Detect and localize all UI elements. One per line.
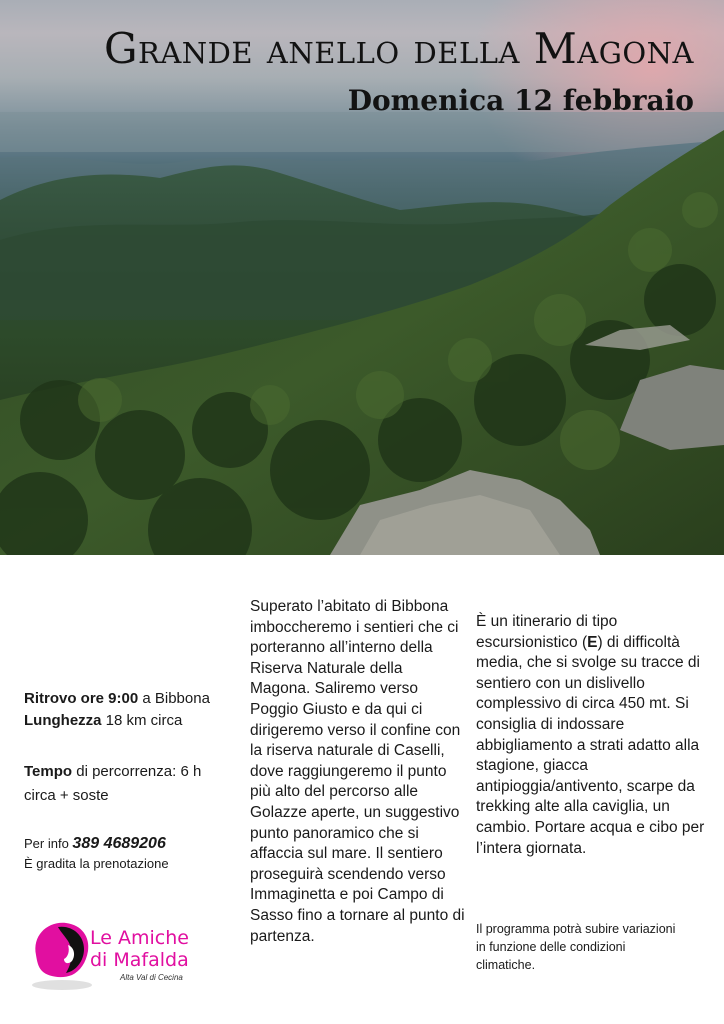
weather-disclaimer: Il programma potrà subire variazioni in funzione delle condizioni climatiche. — [476, 922, 676, 972]
difficulty-description — [476, 612, 706, 859]
contact-info — [24, 834, 169, 874]
logo-tagline: Alta Val di Cecina — [120, 973, 183, 982]
contact-phone[interactable]: 389 4689206 — [72, 835, 166, 852]
mafalda-head-icon — [28, 915, 98, 995]
difficulty-text-a: È un itinerario di tipo escursionistico ( — [476, 613, 618, 651]
contact-label: Per info — [24, 836, 73, 851]
time-label: Tempo — [24, 763, 73, 780]
difficulty-text-b: ) di difficoltà media, che si svolge su tracce di sentiero con un dislivello complessivo di circa 450 mt. Si consiglia di indossare abbigliamento a strati adatto alla stagione, giacca antipioggia/antivento, scarpe da trekking alte alla caviglia, un cambio. Portare acqua e cibo per l’intera giornata. — [476, 633, 705, 857]
event-date: Domenica 12 febbraio — [347, 84, 694, 117]
meeting-info — [24, 688, 210, 732]
meeting-place: a Bibbona — [138, 690, 210, 707]
time-info — [24, 760, 229, 808]
time-value: di percorrenza: 6 h circa + soste — [24, 763, 202, 804]
logo-line2: di Mafalda — [90, 949, 189, 971]
route-description: Superato l’abitato di Bibbona imboccheremo i sentieri che ci porteranno all’interno della Riserva Naturale della Magona. Saliremo verso Poggio Giusto e da qui ci dirigeremo verso il confine con la riserva naturale di Caselli, dove raggiungeremo il punto più alto del percorso alle Golazze aperte, un suggestivo punto panoramico che si affaccia sul mare. Il sentiero proseguirà scendendo verso Immaginetta e poi Campo di Sasso fino a tornare al punto di partenza. — [250, 598, 465, 945]
organizer-logo — [28, 915, 208, 995]
page-title: Grande anello della Magona — [103, 24, 694, 73]
difficulty-grade: E — [587, 633, 598, 651]
logo-line1: Le Amiche — [90, 927, 189, 949]
booking-note: È gradita la prenotazione — [24, 856, 169, 871]
length-label: Lunghezza — [24, 712, 102, 729]
length-value: 18 km circa — [101, 712, 183, 729]
meeting-label: Ritrovo ore 9:00 — [24, 690, 139, 707]
